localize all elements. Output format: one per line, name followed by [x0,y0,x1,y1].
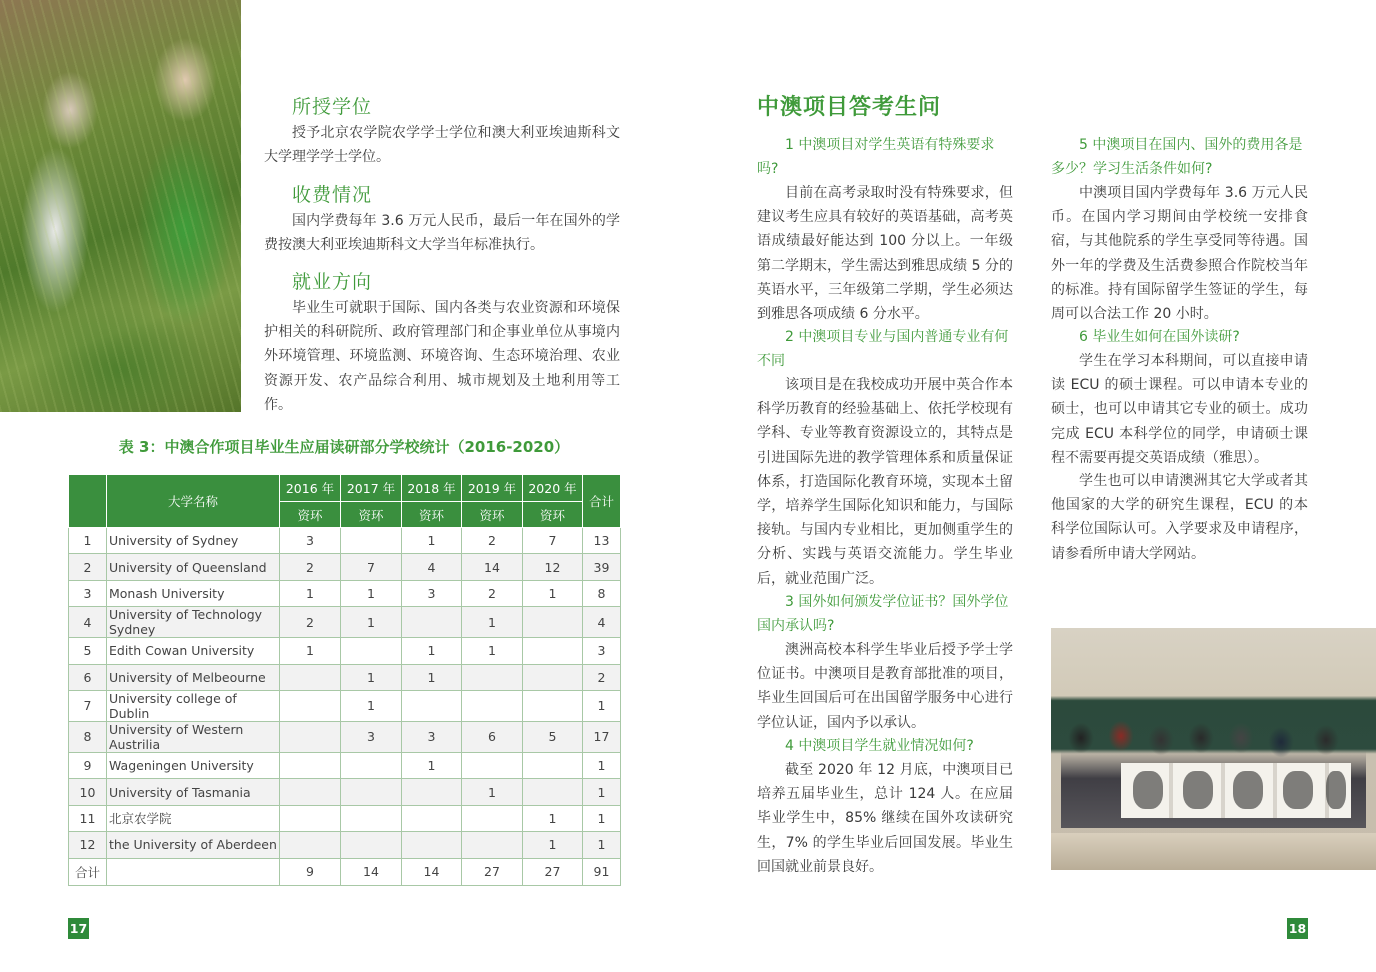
university-name-cell: Wageningen University [107,752,280,778]
field-trip-photo [0,0,241,412]
count-cell [402,690,462,721]
count-cell: 2 [280,554,341,580]
count-cell: 2 [280,607,341,638]
university-name-cell: University of Tasmania [107,779,280,805]
count-cell: 3 [402,580,462,606]
table-row [69,779,621,805]
count-cell: 1 [523,580,583,606]
university-name-cell: University of Melbeourne [107,664,280,690]
count-cell [341,638,402,664]
row-total-cell: 13 [583,528,621,554]
page-number-left: 17 [68,918,89,939]
header-year: 2017 年 [341,475,402,502]
degree-heading: 所授学位 [292,96,373,118]
row-index-cell: 7 [69,690,107,721]
table-row [69,805,621,831]
row-index-cell: 3 [69,580,107,606]
answer-4: 截至 2020 年 12 月底，中澳项目已培养五届毕业生，总计 124 人。在应届毕业学生中，85% 继续在国外攻读研究生，7% 的学生毕业后回国发展。毕业生回国就业前景良好。 [757,762,1013,875]
header-major: 资环 [341,502,402,528]
count-cell [402,805,462,831]
count-cell: 3 [402,721,462,752]
answer-6-part-2: 学生也可以申请澳洲其它大学或者其他国家的大学的研究生课程，ECU 的本科学位国际认可。入学要求及申请程序，请参看所申请大学网站。 [1051,473,1308,562]
answer-5: 中澳项目国内学费每年 3.6 万元人民币。在国内学习期间由学校统一安排食宿，与其他院系的学生享受同等待遇。国外一年的学费及生活费参照合作院校当年的标准。持有国际留学生签证的学生，每周可以合法工作 20 小时。 [1051,185,1308,323]
count-cell [280,805,341,831]
degree-text: 授予北京农学院农学学士学位和澳大利亚埃迪斯科文大学理学学士学位。 [264,125,620,166]
row-total-cell: 1 [583,832,621,858]
count-cell [280,690,341,721]
graduate-school-table [68,474,621,886]
employment-heading: 就业方向 [292,271,373,293]
row-index-cell: 9 [69,752,107,778]
table-row [69,580,621,606]
university-name-cell: Monash University [107,580,280,606]
university-name-cell: University of Western Austrilia [107,721,280,752]
header-year: 2020 年 [523,475,583,502]
fees-heading: 收费情况 [292,184,373,206]
calligraphy-scrolls [1121,763,1351,818]
university-name-cell: University of Technology Sydney [107,607,280,638]
count-cell: 1 [462,779,523,805]
table-row [69,638,621,664]
count-cell: 7 [341,554,402,580]
count-cell: 1 [523,832,583,858]
count-cell [402,607,462,638]
page-number-right: 18 [1287,918,1308,939]
total-empty-cell [107,858,280,885]
count-cell [341,752,402,778]
count-cell [523,664,583,690]
header-university: 大学名称 [107,475,280,528]
table-row [69,528,621,554]
total-count-cell: 9 [280,858,341,885]
row-index-cell: 5 [69,638,107,664]
count-cell [280,832,341,858]
table-row [69,690,621,721]
university-name-cell: Edith Cowan University [107,638,280,664]
count-cell [462,690,523,721]
count-cell [523,607,583,638]
count-cell [523,690,583,721]
row-total-cell: 2 [583,664,621,690]
header-major: 资环 [402,502,462,528]
count-cell: 2 [462,528,523,554]
count-cell: 2 [462,580,523,606]
count-cell: 14 [462,554,523,580]
count-cell [341,832,402,858]
count-cell: 3 [280,528,341,554]
answer-1: 目前在高考录取时没有特殊要求，但建议考生应具有较好的英语基础，高考英语成绩最好能达到 100 分以上。一年级第二学期末，学生需达到雅思成绩 5 分的英语水平，三年级第二学期，学生必须达到雅思各项成绩 6 分水平。 [757,185,1013,323]
total-count-cell: 27 [462,858,523,885]
university-name-cell: University of Sydney [107,528,280,554]
fees-text: 国内学费每年 3.6 万元人民币，最后一年在国外的学费按澳大利亚埃迪斯科文大学当年标准执行。 [264,213,620,254]
row-index-cell: 11 [69,805,107,831]
header-major: 资环 [462,502,523,528]
header-year: 2019 年 [462,475,523,502]
row-index-cell: 8 [69,721,107,752]
count-cell: 1 [341,664,402,690]
count-cell: 1 [341,690,402,721]
total-label-cell: 合计 [69,858,107,885]
table-total-row [69,858,621,885]
row-total-cell: 1 [583,690,621,721]
row-total-cell: 1 [583,805,621,831]
table-row [69,832,621,858]
question-4: 4 中澳项目学生就业情况如何? [785,738,974,754]
table-row [69,664,621,690]
answer-6-part-1: 学生在学习本科期间，可以直接申请读 ECU 的硕士课程。可以申请本专业的硕士，也可以申请其它专业的硕士。成功完成 ECU 本科学位的同学，申请硕士课程不需要再提交英语成绩（雅思）。 [1051,353,1308,466]
desk-row [1051,833,1376,870]
university-name-cell: University of Queensland [107,554,280,580]
count-cell: 6 [462,721,523,752]
count-cell: 1 [280,638,341,664]
header-year: 2018 年 [402,475,462,502]
count-cell: 1 [402,638,462,664]
header-year: 2016 年 [280,475,341,502]
count-cell [280,721,341,752]
table-row [69,607,621,638]
answer-3: 澳洲高校本科学生毕业后授予学士学位证书。中澳项目是教育部批准的项目，毕业生回国后可在出国留学服务中心进行学位认证，国内予以承认。 [757,642,1013,731]
count-cell [462,664,523,690]
count-cell [341,528,402,554]
table-row [69,752,621,778]
row-total-cell: 8 [583,580,621,606]
count-cell [462,805,523,831]
total-count-cell: 14 [341,858,402,885]
count-cell [280,779,341,805]
photo-texture [0,0,241,412]
row-index-cell: 4 [69,607,107,638]
count-cell: 12 [523,554,583,580]
row-total-cell: 1 [583,779,621,805]
table-caption: 表 3：中澳合作项目毕业生应届读研部分学校统计（2016-2020） [118,438,570,456]
header-major: 资环 [523,502,583,528]
count-cell: 1 [402,528,462,554]
question-3: 3 国外如何颁发学位证书？国外学位国内承认吗? [757,594,1009,635]
total-count-cell: 27 [523,858,583,885]
employment-text: 毕业生可就职于国际、国内各类与农业资源和环境保护相关的科研院所、政府管理部门和企事业单位从事境内外环境管理、环境监测、环境咨询、生态环境治理、农业资源开发、农产品综合利用、城市规划及土地利用等工作。 [264,300,620,413]
header-major: 资环 [280,502,341,528]
count-cell: 3 [341,721,402,752]
question-6: 6 毕业生如何在国外读研? [1079,329,1240,345]
count-cell: 1 [341,580,402,606]
grand-total-cell: 91 [583,858,621,885]
count-cell [523,638,583,664]
question-1: 1 中澳项目对学生英语有特殊要求吗? [757,137,995,178]
count-cell: 1 [402,752,462,778]
header-total: 合计 [583,475,621,528]
table-row [69,721,621,752]
question-2: 2 中澳项目专业与国内普通专业有何不同 [757,329,1009,370]
total-count-cell: 14 [402,858,462,885]
university-name-cell: the University of Aberdeen [107,832,280,858]
count-cell [462,832,523,858]
count-cell: 5 [523,721,583,752]
count-cell: 1 [280,580,341,606]
row-index-cell: 2 [69,554,107,580]
count-cell [523,752,583,778]
row-index-cell: 10 [69,779,107,805]
classroom-group-photo [1051,628,1376,870]
count-cell [280,752,341,778]
answer-2: 该项目是在我校成功开展中英合作本科学历教育的经验基础上、依托学校现有学科、专业等教育资源设立的，其特点是引进国际先进的教学管理体系和质量保证体系，打造国际化教育环境，实现本土留学，培养学生国际化知识和能力，与国际接轨。与国内专业相比，更加侧重学生的分析、实践与英语交流能力。学生毕业后，就业范围广泛。 [757,377,1013,587]
count-cell: 1 [462,607,523,638]
question-5: 5 中澳项目在国内、国外的费用各是多少？学习生活条件如何? [1051,137,1303,178]
count-cell: 1 [402,664,462,690]
count-cell [280,664,341,690]
count-cell [523,779,583,805]
count-cell: 7 [523,528,583,554]
qa-title: 中澳项目答考生问 [757,95,942,120]
row-total-cell: 4 [583,607,621,638]
count-cell [402,832,462,858]
table-row [69,554,621,580]
count-cell [341,779,402,805]
row-total-cell: 1 [583,752,621,778]
count-cell [402,779,462,805]
row-total-cell: 39 [583,554,621,580]
university-name-cell: University college of Dublin [107,690,280,721]
count-cell: 1 [341,607,402,638]
university-name-cell: 北京农学院 [107,805,280,831]
count-cell [341,805,402,831]
count-cell: 1 [523,805,583,831]
header-index [69,475,107,528]
row-total-cell: 17 [583,721,621,752]
row-index-cell: 1 [69,528,107,554]
count-cell: 1 [462,638,523,664]
row-index-cell: 6 [69,664,107,690]
row-index-cell: 12 [69,832,107,858]
row-total-cell: 3 [583,638,621,664]
count-cell: 4 [402,554,462,580]
count-cell [462,752,523,778]
